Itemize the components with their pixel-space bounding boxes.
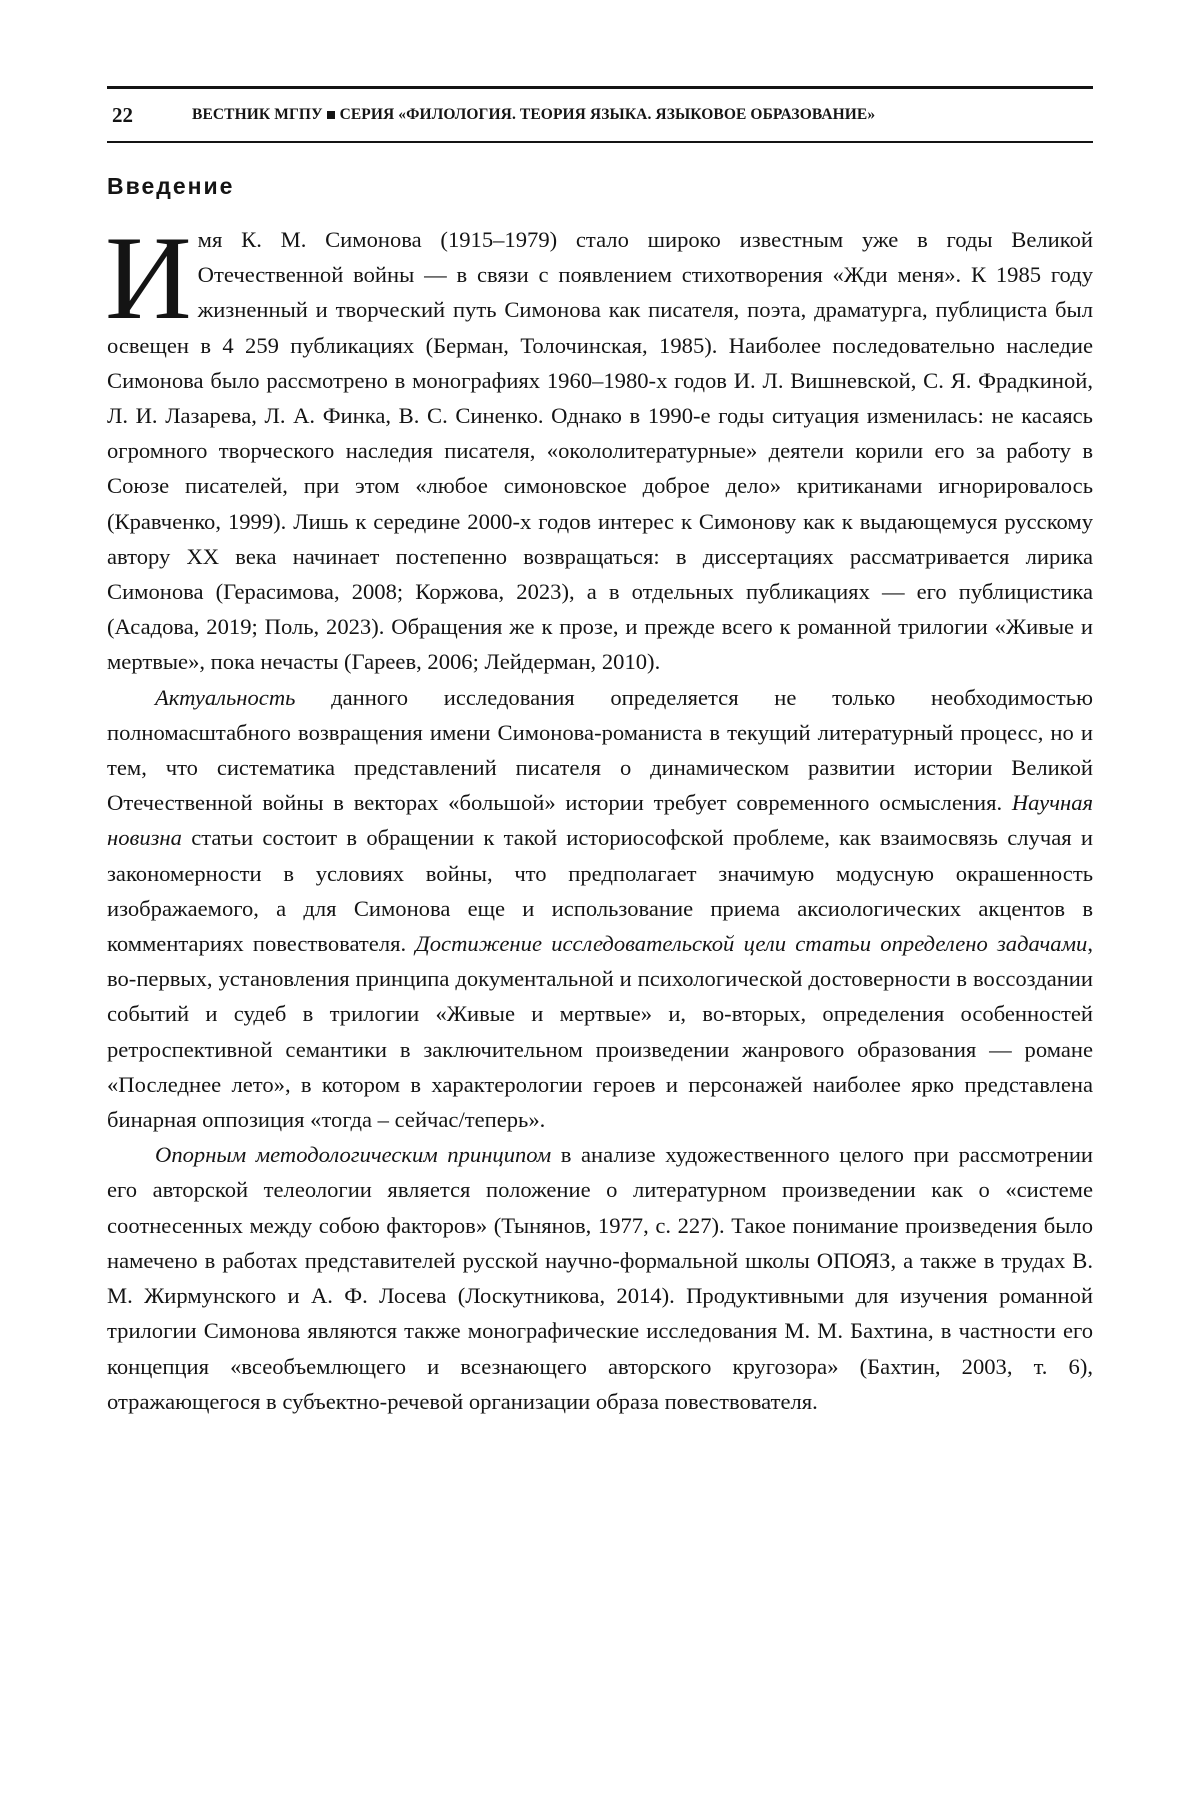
drop-cap: И xyxy=(105,230,192,326)
journal-name: ВЕСТНИК МГПУ xyxy=(192,106,323,123)
italic-term-relevance: Актуальность xyxy=(155,685,295,710)
journal-title xyxy=(192,106,875,124)
paragraph-introduction xyxy=(107,222,1093,680)
paragraph-text: , во-первых, установления принципа документаль­ной и психологической достоверности в воссоздании событий и судеб в трилогии «Живые и мертвые» и, во-вторых, определения особенностей ретроспективной семантики в заключительном произведении жанрового образования — романе «Последнее лето», в котором в характерологии героев и персонажей наиболее ярко представлена бинарная оппозиция «тогда – сейчас/теперь». xyxy=(107,931,1093,1132)
italic-term-goal: Достижение исследовательской цели статьи определено задачами xyxy=(415,931,1087,956)
section-heading: Введение xyxy=(107,173,1093,200)
italic-term-novelty: Научная новизна xyxy=(107,790,1093,850)
article-body xyxy=(107,222,1093,1419)
paragraph-text: данного исследования определяется не только необходимостью полномасштабного возвращения имени Симонова-романиста в текущий литера­турный процесс, но и тем, что систематика представлений писателя о динами­ческом развитии истории Великой Отечественной войны в векторах «большой» истории требует современного осмысления. xyxy=(107,685,1093,816)
italic-term-methodology: Опорным методологическим принципом xyxy=(155,1142,551,1167)
paragraph-text: мя К. М. Симонова (1915–1979) стало широко известным уже в годы Великой Отечественной войны — в связи с появлением стихотворения «Жди меня». К 1985 году жизненный и творческий путь Симонова как писателя, поэта, драматурга, публициста был освещен в 4 259 публикациях (Берман, Толочинская, 1985). Наиболее последователь­но наследие Симонова было рассмотрено в монографиях 1960–1980-х годов И. Л. Вишневской, С. Я. Фрадкиной, Л. И. Лазарева, Л. А. Финка, В. С. Синен­ко. Однако в 1990-е годы ситуация изменилась: не касаясь огромного творче­ского наследия писателя, «окололитературные» деятели корили его за работу в Союзе писателей, при этом «любое симоновское доброе дело» критиканами игнорировалось (Кравченко, 1999). Лишь к середине 2000-х годов интерес к Симонову как к выдающемуся русскому автору XX века начинает постепенно возвращаться: в диссертациях рассматривается лирика Симонова (Герасимова, 2008; Коржова, 2023), а в отдельных публикациях — его публицистика (Аса­дова, 2019; Поль, 2023). Обращения же к прозе, и прежде всего к романной трилогии «Живые и мертвые», пока нечасты (Гареев, 2006; Лейдерман, 2010). xyxy=(107,227,1093,674)
journal-page xyxy=(107,86,1093,1419)
separator-square-icon xyxy=(327,111,335,119)
running-header xyxy=(107,86,1093,143)
paragraph-relevance xyxy=(107,680,1093,1138)
paragraph-text: в анализе художественного целого при рассмотрении его авторской телеологии является положение о литера­турном произведении как о «системе соотнесенных между собою факторов» (Тынянов, 1977, с. 227). Такое понимание произведения было намечено в рабо­тах представителей русской научно-формальной школы ОПОЯЗ, а также в тру­дах В. М. Жирмунского и А. Ф. Лосева (Лоскутникова, 2014). Продуктивными для изучения романной трилогии Симонова являются также монографические исследования М. М. Бахтина, в частности его концепция «всеобъемлющего и всезнающего авторского кругозора» (Бахтин, 2003, т. 6), отражающегося в субъектно-речевой организации образа повествователя. xyxy=(107,1142,1093,1413)
paragraph-text: статьи состоит в обращении к такой историософской проблеме, как взаимосвязь случая и законо­мерности в условиях войны, что предполагает значимую модусную окрашенность изображаемого, а для Симонова еще и использование приема аксиологических акцентов в комментариях повествователя. xyxy=(107,825,1093,956)
paragraph-methodology xyxy=(107,1137,1093,1419)
journal-series: СЕРИЯ «ФИЛОЛОГИЯ. ТЕОРИЯ ЯЗЫКА. ЯЗЫКОВОЕ ОБРАЗОВАНИЕ» xyxy=(340,106,876,123)
page-number: 22 xyxy=(107,103,192,128)
